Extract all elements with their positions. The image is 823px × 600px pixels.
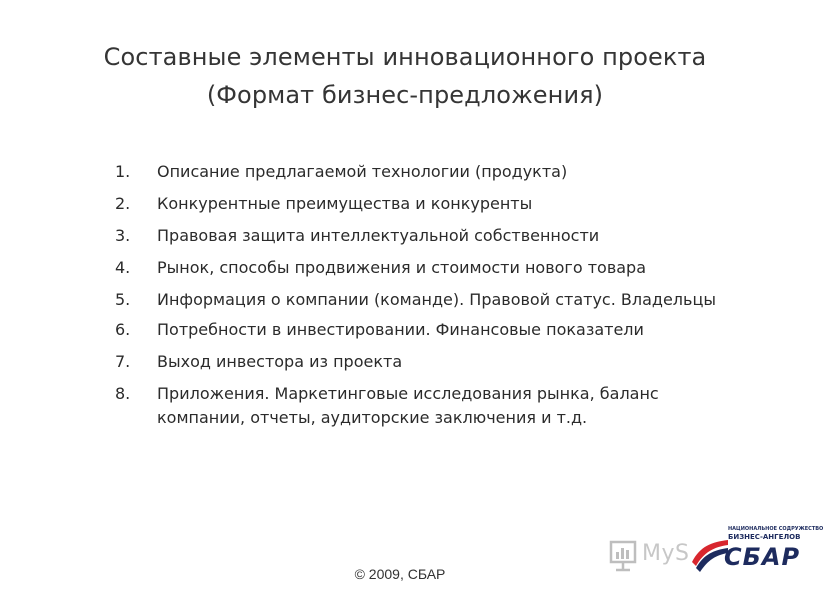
list-item-number: 8. bbox=[115, 384, 131, 403]
list-item-number: 3. bbox=[115, 226, 131, 245]
list-item-text: Приложения. Маркетинговые исследования рынка, баланс компании, отчеты, аудиторские заключения и т.д. bbox=[157, 384, 659, 427]
list-item-text: Конкурентные преимущества и конкуренты bbox=[157, 194, 533, 213]
list-item bbox=[115, 224, 735, 248]
list-item-number: 1. bbox=[115, 162, 131, 181]
list-item-number: 5. bbox=[115, 290, 131, 309]
list-item bbox=[115, 382, 735, 430]
list-item-number: 6. bbox=[115, 320, 131, 339]
slide-title bbox=[60, 38, 750, 114]
list-item bbox=[115, 288, 735, 312]
list-item-text: Правовая защита интеллектуальной собственности bbox=[157, 226, 600, 245]
project-elements-list bbox=[115, 160, 735, 436]
list-item-text: Выход инвестора из проекта bbox=[157, 352, 403, 371]
list-item bbox=[115, 318, 735, 342]
list-item-number: 7. bbox=[115, 352, 131, 371]
watermark-text: MyS bbox=[642, 541, 690, 566]
list-item bbox=[115, 350, 735, 374]
slide-title-line-2: (Формат бизнес-предложения) bbox=[206, 81, 604, 109]
logo-org-line-2: БИЗНЕС-АНГЕЛОВ bbox=[728, 533, 801, 541]
list-item-text: Описание предлагаемой технологии (продукта) bbox=[157, 162, 568, 181]
list-item-number: 4. bbox=[115, 258, 131, 277]
list-item-text: Потребности в инвестировании. Финансовые показатели bbox=[157, 320, 644, 339]
logo-brand: СБАР bbox=[724, 543, 801, 571]
footer-copyright: © 2009, СБАР bbox=[354, 566, 446, 582]
list-item bbox=[115, 160, 735, 184]
list-item-text: Рынок, способы продвижения и стоимости нового товара bbox=[157, 258, 647, 277]
list-item bbox=[115, 256, 735, 280]
list-item bbox=[115, 192, 735, 216]
list-item-text: Информация о компании (команде). Правовой статус. Владельцы bbox=[157, 290, 716, 309]
logo-org-line: НАЦИОНАЛЬНОЕ СОДРУЖЕСТВО bbox=[728, 526, 823, 532]
list-item-number: 2. bbox=[115, 194, 131, 213]
slide-title-line-1: Составные элементы инновационного проекта bbox=[103, 43, 707, 71]
